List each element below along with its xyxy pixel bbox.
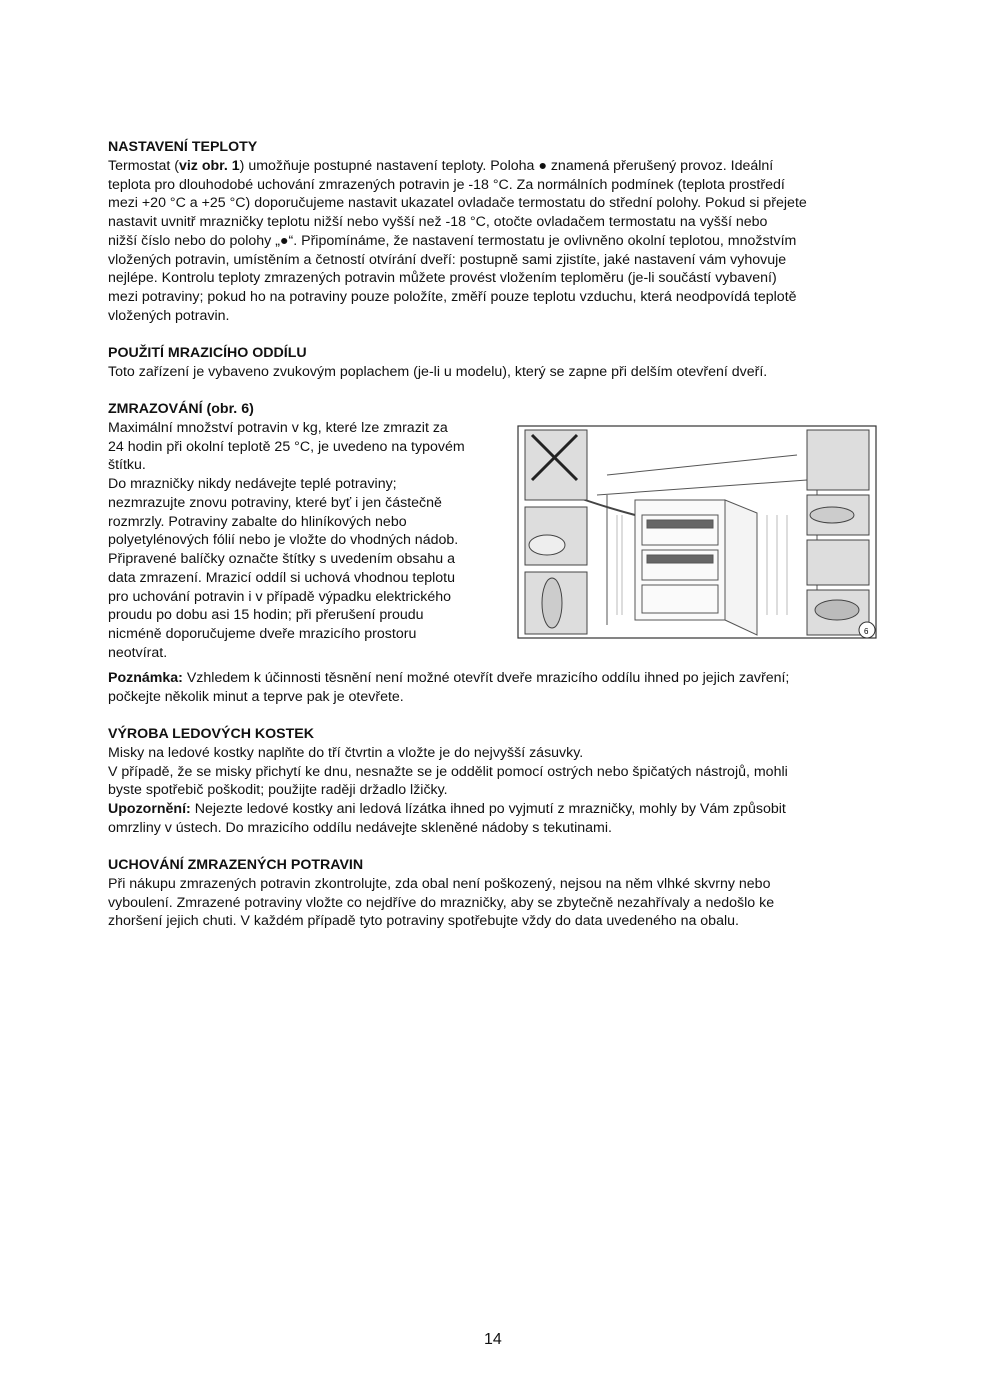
note-label: Poznámka: bbox=[108, 670, 183, 686]
section-title: POUŽITÍ MRAZICÍHO ODDÍLU bbox=[108, 345, 307, 361]
warning-text: omrzliny v ústech. Do mrazicího oddílu nedávejte skleněné nádoby s tekutinami. bbox=[108, 819, 612, 836]
text: ) umožňuje postupné nastavení teploty. Poloha ● znamená přerušený provoz. Ideální bbox=[239, 157, 774, 174]
note-text: počkejte několik minut a teprve pak je otevřete. bbox=[108, 688, 404, 705]
section-title: UCHOVÁNÍ ZMRAZENÝCH POTRAVIN bbox=[108, 857, 364, 873]
paragraph: Toto zařízení je vybaveno zvukovým poplachem (je-li u modelu), který se zapne při delším otevření dveří. bbox=[108, 363, 768, 380]
section-title: VÝROBA LEDOVÝCH KOSTEK bbox=[108, 726, 315, 742]
paragraph: teplota pro dlouhodobé uchování zmrazených potravin je -18 °C. Za normálních podmínek (teplota prostředí mezi +20 °C a +25 °C) doporučujeme nastavit ukazatel ovladače termostatu do střední polohy. Pokud si přejete nastavit uvnitř mrazničky teplotu nižší nebo vyšší než -18 °C, otočte ovladačem termostatu na vyšší nebo nižší číslo nebo do polohy „●“. Připomínáme, že nastavení termostatu je ovlivněno okolní teplotou, množstvím vložených potravin, umístěním a četností otvírání dveří: postupně sami zjistíte, jaké nastavení vám vyhovuje nejlépe. Kontrolu teploty zmrazených potravin můžete provést vložením teploměru (je-li součástí vybavení) mezi potraviny; pokud ho na potraviny pouze položíte, změří pouze teplotu vzduchu, která neodpovídá teplotě vložených potravin. bbox=[108, 176, 807, 324]
paragraph: Maximální množství potravin v kg, které lze zmrazit za 24 hodin při okolní teplotě 25 °C, je uvedeno na typovém štítku. Do mrazničky nikdy nedávejte teplé potraviny; nezmrazujte znovu potraviny, které byť i jen částečně rozmrzly. Potraviny zabalte do hliníkových nebo polyetylénových fólií nebo je vložte do vhodných nádob. Připravené balíčky označte štítky s uvedením obsahu a data zmrazení. Mrazicí oddíl si uchová vhodnou teplotu pro uchování potravin i v případě výpadku elektrického proudu po dobu asi 15 hodin; při přerušení proudu nicméně doporučujeme dveře mrazicího prostoru neotvírat. bbox=[108, 419, 465, 661]
section-freezing bbox=[108, 400, 465, 663]
section-ice-cubes bbox=[108, 725, 788, 838]
paragraph: Misky na ledové kostky naplňte do tří čtvrtin a vložte je do nejvyšší zásuvky. V případě, že se misky přichytí ke dnu, nesnažte se je oddělit pomocí ostrých nebo špičatých nástrojů, mohli byste spotřebič poškodit; použijte raději držadlo lžičky. bbox=[108, 744, 788, 799]
figure-number: 6 bbox=[864, 627, 869, 636]
warning-label: Upozornění: bbox=[108, 801, 191, 817]
note-text: Vzhledem k účinnosti těsnění není možné otevřít dveře mrazicího oddílu ihned po jejich zavření; bbox=[182, 670, 790, 686]
section-freezer-use bbox=[108, 344, 767, 382]
text: Termostat ( bbox=[108, 157, 179, 174]
note bbox=[108, 669, 789, 707]
page-number: 14 bbox=[484, 1331, 502, 1348]
figure-reference: viz obr. 1 bbox=[178, 157, 240, 174]
section-frozen-storage bbox=[108, 856, 774, 931]
paragraph: Při nákupu zmrazených potravin zkontrolujte, zda obal není poškozený, nejsou na něm vlhké skvrny nebo vyboulení. Zmrazené potraviny vložte co nejdříve do mrazničky, aby se zbytečně nezahřívaly a nedošlo ke zhoršení jejich chuti. V každém případě tyto potraviny spotřebujte vždy do data uvedeného na obalu. bbox=[108, 875, 775, 930]
paragraph-lead bbox=[108, 157, 807, 176]
freezer-illustration bbox=[517, 425, 877, 639]
section-title: NASTAVENÍ TEPLOTY bbox=[108, 139, 258, 155]
warning-text: Nejezte ledové kostky ani ledová lízátka ihned po vyjmutí z mrazničky, mohly by Vám způsobit bbox=[190, 801, 786, 817]
section-temperature-setting bbox=[108, 138, 807, 326]
section-title: ZMRAZOVÁNÍ (obr. 6) bbox=[108, 401, 254, 417]
